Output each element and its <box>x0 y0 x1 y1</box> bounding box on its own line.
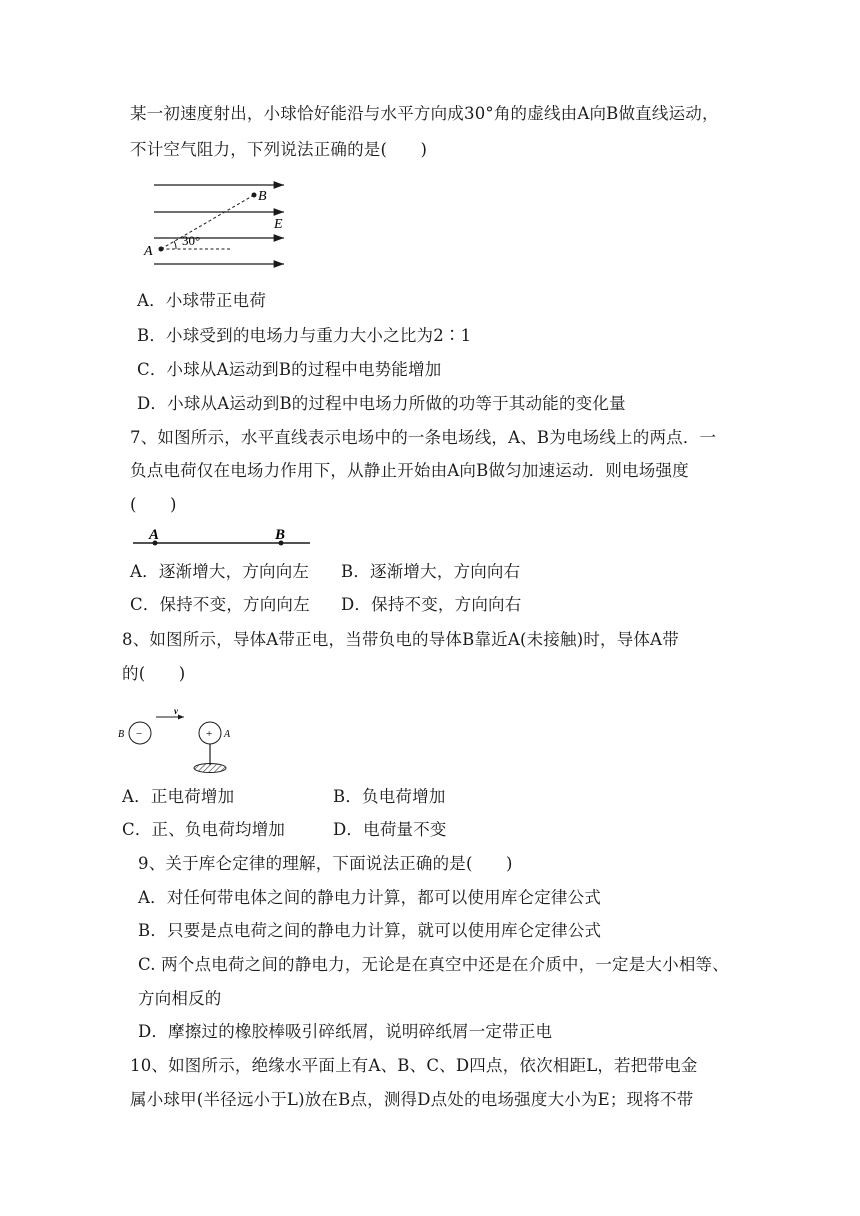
q9-option-a: A．对任何带电体之间的静电力计算，都可以使用库仑定律公式 <box>138 888 602 907</box>
q7-option-b: B．逐渐增大，方向向右 <box>341 562 521 581</box>
dashed-trajectory <box>161 195 254 249</box>
label-b: B <box>275 527 286 543</box>
plus-sign: + <box>206 728 213 740</box>
point-a-dot <box>159 247 164 252</box>
q9-option-c-line-2: 方向相反的 <box>138 989 222 1008</box>
q10-stem-line-1: 10、如图所示，绝缘水平面上有A、B、C、D四点，依次相距L，若把带电金 <box>130 1056 698 1075</box>
label-b: B <box>258 189 267 204</box>
label-b: B <box>118 729 125 740</box>
q6-stem-line-2: 不计空气阻力，下列说法正确的是( ) <box>130 140 428 159</box>
label-angle: 30° <box>182 233 201 248</box>
minus-sign: − <box>136 728 143 740</box>
q8-figure-conductors <box>116 706 240 774</box>
q8-stem-line-1: 8、如图所示，导体A带正电，当带负电的导体B靠近A(未接触)时，导体A带 <box>122 630 679 649</box>
q6-option-a: A．小球带正电荷 <box>137 291 267 310</box>
q7-stem-line-3: ( ) <box>130 495 177 514</box>
q6-option-d: D．小球从A运动到B的过程中电场力所做的功等于其动能的变化量 <box>137 394 626 413</box>
q7-option-a: A．逐渐增大，方向向左 <box>130 562 310 581</box>
q7-figure-field-line <box>130 524 315 548</box>
q7-stem-line-2: 负点电荷仅在电场力作用下，从静止开始由A向B做匀加速运动．则电场强度 <box>130 461 689 480</box>
q9-stem: 9、关于库仑定律的理解，下面说法正确的是( ) <box>138 854 513 873</box>
q9-option-c-line-1: C. 两个点电荷之间的静电力，无论是在真空中还是在介质中，一定是大小相等、 <box>138 955 729 974</box>
label-v: v <box>174 706 178 716</box>
point-b-dot <box>252 193 257 198</box>
q8-stem-line-2: 的( ) <box>122 664 186 683</box>
q6-option-b: B．小球受到的电场力与重力大小之比为2∶1 <box>137 326 472 345</box>
stand-base <box>194 764 226 773</box>
q8-option-b: B．负电荷增加 <box>333 787 446 806</box>
q7-stem-line-1: 7、如图所示，水平直线表示电场中的一条电场线，A、B为电场线上的两点．一 <box>130 428 717 447</box>
label-a: A <box>224 729 231 740</box>
q10-stem-line-2: 属小球甲(半径远小于L)放在B点，测得D点处的电场强度大小为E；现将不带 <box>130 1090 694 1109</box>
q9-option-b: B．只要是点电荷之间的静电力计算，就可以使用库仑定律公式 <box>138 921 602 940</box>
q8-option-d: D．电荷量不变 <box>333 820 447 839</box>
q9-option-d: D．摩擦过的橡胶棒吸引碎纸屑，说明碎纸屑一定带正电 <box>138 1022 553 1041</box>
angle-arc <box>174 241 176 249</box>
q6-stem-line-1: 某一初速度射出，小球恰好能沿与水平方向成30°角的虚线由A向B做直线运动， <box>130 104 719 123</box>
q6-figure-electric-field <box>140 176 290 270</box>
label-a: A <box>149 527 160 543</box>
label-a: A <box>144 244 153 259</box>
q8-option-c: C．正、负电荷均增加 <box>122 820 286 839</box>
q6-option-c: C．小球从A运动到B的过程中电势能增加 <box>137 360 442 379</box>
q8-option-a: A．正电荷增加 <box>122 787 235 806</box>
q7-option-d: D．保持不变，方向向右 <box>341 595 522 614</box>
label-e: E <box>274 217 283 232</box>
q7-option-c: C．保持不变，方向向左 <box>130 595 310 614</box>
